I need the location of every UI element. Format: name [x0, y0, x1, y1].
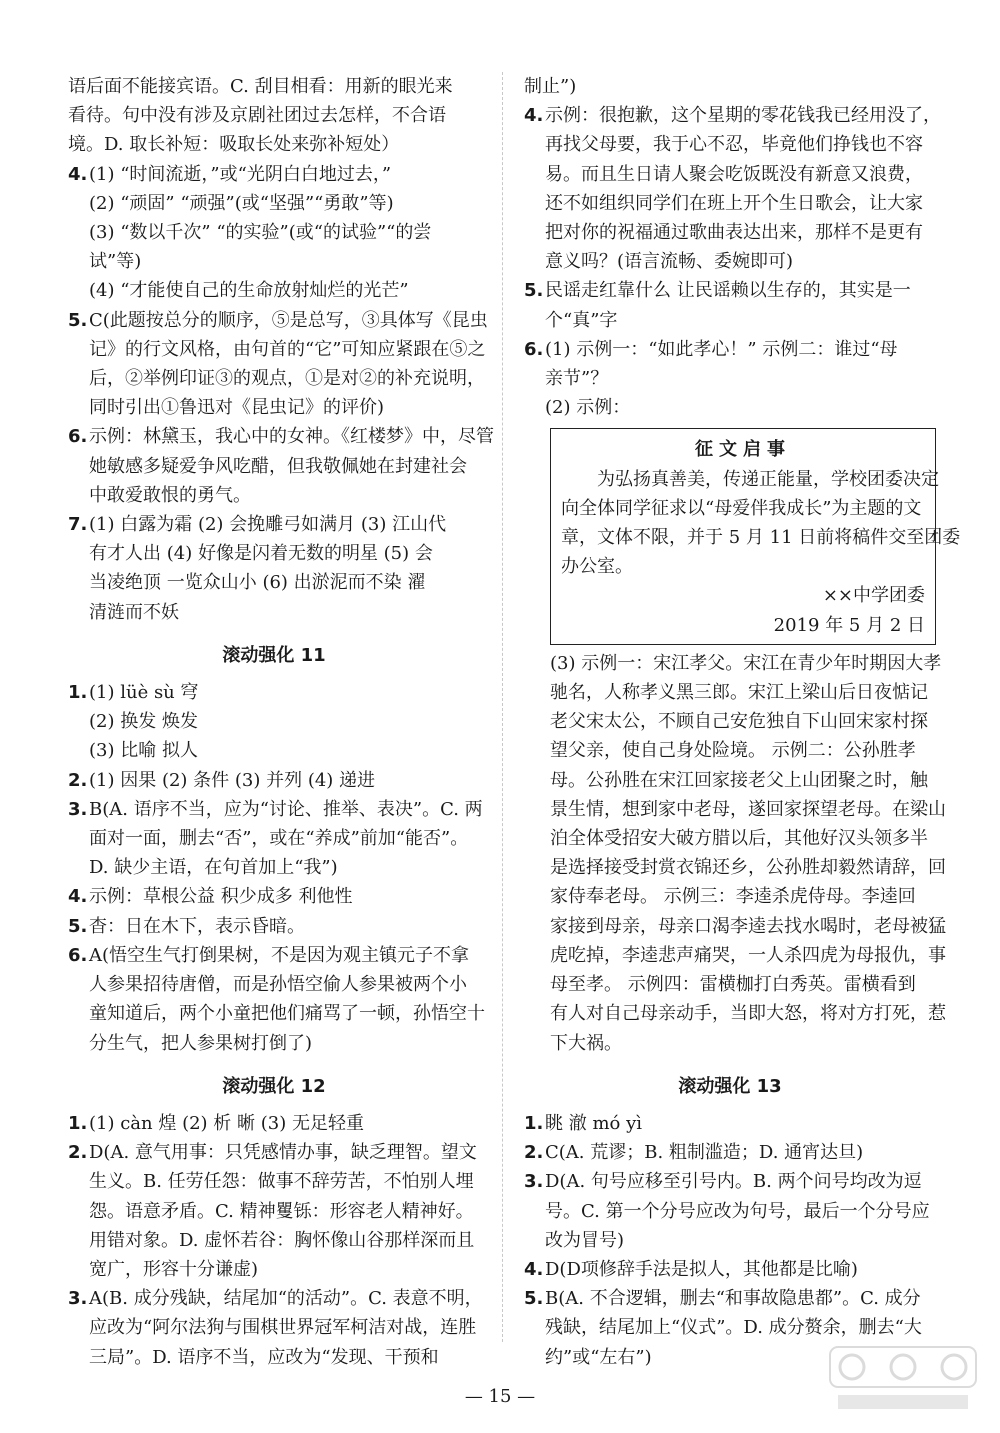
- text-line: (3) “数以千次” “的实验”(或“的试验”“的尝: [89, 222, 432, 244]
- item-number: 2.: [68, 769, 88, 791]
- text-line: 号。C. 第一个分号应改为句号，最后一个分号应: [545, 1200, 930, 1222]
- answer-group: [68, 160, 494, 627]
- text-line: 下大祸。: [550, 1032, 622, 1054]
- text-line: 景生情，想到家中老母，遂回家探望老母。在梁山: [550, 798, 946, 820]
- text-line: (1) 示例一：“如此孝心！” 示例二：谁过“母: [545, 338, 898, 360]
- continuation-block: [524, 72, 936, 101]
- answer-item: [524, 1138, 936, 1167]
- text-line: 家侍奉老母。 示例三：李逵杀虎侍母。李逵回: [550, 886, 916, 908]
- answer-item: [68, 510, 480, 627]
- item-number: 5.: [68, 915, 88, 937]
- text-line: C(此题按总分的顺序，⑤是总写，③具体写《昆虫: [89, 309, 488, 331]
- text-line: 家接到母亲，母亲口渴李逵去找水喝时，老母被猛: [550, 915, 946, 937]
- text-line: 用错对象。D. 虚怀若谷：胸怀像山谷那样深而且: [89, 1229, 475, 1251]
- text-line: D(A. 意气用事：只凭感情办事，缺乏理智。望文: [89, 1142, 477, 1164]
- item-number: 3.: [524, 1171, 544, 1193]
- section-title-11: 滚动强化 11: [222, 644, 326, 666]
- answer-item: [68, 766, 480, 795]
- answer-continuation: [524, 649, 946, 1058]
- right-column: [524, 72, 961, 1372]
- text-line: 民谣走红靠什么 让民谣赖以生存的，其实是一: [545, 280, 911, 302]
- notice-line: 办公室。: [561, 556, 633, 578]
- text-line: 后，②举例印证③的观点，①是对②的补充说明，: [89, 368, 485, 390]
- text-line: 望父亲，使自己身处险境。 示例二：公孙胜孝: [550, 740, 916, 762]
- text-line: 有人对自己母亲动手，当即大怒，将对方打死，惹: [550, 1003, 946, 1025]
- text-line: 人参果招待唐僧，而是孙悟空偷人参果被两个小: [89, 974, 467, 996]
- text-line: 试”等): [89, 251, 142, 273]
- item-number: 4.: [68, 886, 88, 908]
- text-line: 清涟而不妖: [89, 601, 179, 623]
- text-line: 虎吃掉，李逵悲声痛哭，一人杀四虎为母报仇，事: [550, 944, 946, 966]
- text-line: 面对一面，删去“否”，或在“养成”前加“能否”。: [89, 828, 469, 850]
- item-number: 3.: [68, 798, 88, 820]
- text-line: 境。D. 取长补短：吸取长处来弥补短处）: [68, 134, 400, 156]
- text-line: 记》的行文风格，由句首的“它”可知应紧跟在⑤之: [89, 338, 486, 360]
- item-number: 2.: [524, 1142, 544, 1164]
- answer-item: [68, 795, 483, 883]
- watermark-logo: [828, 1345, 978, 1415]
- column-divider: [502, 72, 503, 1342]
- notice-line: 向全体同学征求以“母爱伴我成长”为主题的文: [561, 497, 922, 519]
- item-number: 3.: [68, 1288, 88, 1310]
- text-line: 语后面不能接宾语。C. 刮目相看：用新的眼光来: [68, 76, 453, 97]
- text-line: 约”或“左右”): [545, 1346, 652, 1368]
- item-number: 4.: [524, 105, 544, 127]
- text-line: C(A. 荒谬；B. 粗制滥造；D. 通宵达旦): [545, 1142, 864, 1164]
- text-line: (1) càn 煌 (2) 析 晰 (3) 无足轻重: [89, 1112, 364, 1134]
- text-line: (2) 换发 焕发: [89, 711, 198, 733]
- text-line: 亲节”？: [545, 368, 609, 390]
- text-line: A(悟空生气打倒果树，不是因为观主镇元子不拿: [89, 944, 470, 966]
- text-line: 生义。B. 任劳任怨：做事不辞劳苦，不怕别人埋: [89, 1171, 474, 1193]
- text-line: 杳：日在木下，表示昏暗。: [89, 915, 305, 937]
- item-number: 5.: [68, 309, 88, 331]
- answer-item: [68, 160, 480, 306]
- answer-item: [524, 1109, 936, 1138]
- text-line: 中敢爱敢恨的勇气。: [89, 484, 251, 506]
- notice-signature-org: ××中学团委: [822, 585, 925, 607]
- text-line: (1) 因果 (2) 条件 (3) 并列 (4) 递进: [89, 769, 376, 791]
- answer-item: [524, 335, 936, 423]
- text-line: B(A. 语序不当，应为“讨论、推举、表决”。C. 两: [89, 798, 483, 820]
- text-line: 泊全体受招安大破方腊以后，其他好汉头领多半: [550, 828, 928, 850]
- text-line: 驰名，人称孝义黑三郎。宋江上梁山后日夜惦记: [550, 682, 928, 704]
- notice-line: 章，文体不限，并于 5 月 11 日前将稿件交至团委: [561, 527, 961, 549]
- notice-box: [550, 428, 961, 644]
- text-line: 母至孝。 示例四：雷横枷打白秀英。雷横看到: [550, 974, 916, 996]
- text-line: 怨。语意矛盾。C. 精神矍铄：形容老人精神好。: [89, 1200, 474, 1222]
- item-number: 6.: [524, 338, 544, 360]
- text-line: 三局”。D. 语序不当，应改为“发现、干预和: [89, 1346, 439, 1368]
- text-line: A(B. 成分残缺，结尾加“的活动”。C. 表意不明，: [89, 1288, 483, 1310]
- text-line: 老父宋太公，不顾自己安危独自下山回宋家村探: [550, 711, 928, 733]
- answer-item: [68, 1109, 480, 1138]
- text-line: 意义吗？(语言流畅、委婉即可): [545, 251, 794, 273]
- notice-signature-date: 2019 年 5 月 2 日: [773, 614, 925, 636]
- left-column: [68, 72, 494, 1372]
- text-line: D(A. 句号应移至引号内。B. 两个问号均改为逗: [545, 1171, 922, 1193]
- notice-line: 为弘扬真善美，传递正能量，学校团委决定: [597, 468, 939, 490]
- text-line: (2) 示例：: [545, 397, 631, 419]
- answer-group: [68, 678, 485, 1058]
- answer-group: [524, 1109, 936, 1372]
- text-line: 当凌绝顶 一览众山小 (6) 出淤泥而不染 濯: [89, 572, 426, 594]
- answer-item: [524, 1167, 936, 1255]
- text-line: (3) 比喻 拟人: [89, 740, 198, 762]
- text-line: 示例：很抱歉，这个星期的零花钱我已经用没了，: [545, 105, 941, 127]
- text-line: 示例：林黛玉，我心中的女神。《红楼梦》中，尽管: [89, 426, 494, 448]
- text-line: 示例：草根公益 积少成多 利他性: [89, 886, 353, 908]
- text-line: 母。公孙胜在宋江回家接老父上山团聚之时，触: [550, 769, 928, 791]
- section-title-12: 滚动强化 12: [222, 1075, 326, 1097]
- answer-group: [68, 1109, 483, 1372]
- item-number: 6.: [68, 944, 88, 966]
- notice-body: [561, 465, 961, 582]
- text-line: 眺 澈 mó yì: [545, 1112, 642, 1134]
- text-line: 改为冒号): [545, 1229, 625, 1251]
- text-line: 童知道后，两个小童把他们痛骂了一顿，孙悟空十: [89, 1003, 485, 1025]
- answer-group: [524, 101, 941, 422]
- item-number: 1.: [68, 682, 88, 704]
- item-number: 6.: [68, 426, 88, 448]
- answer-item: [68, 912, 480, 941]
- item-number: 1.: [68, 1112, 88, 1134]
- continuation-block: [68, 72, 480, 160]
- text-line: 应改为“阿尔法狗与围棋世界冠军柯洁对战，连胜: [89, 1317, 477, 1339]
- text-line: 把对你的祝福通过歌曲表达出来，那样不是更有: [545, 222, 923, 244]
- answer-item: [68, 678, 480, 766]
- text-line: 看待。句中没有涉及京剧社团过去怎样，不合语: [68, 105, 446, 127]
- answer-item: [524, 101, 941, 276]
- text-line: D. 缺少主语，在句首加上“我”): [89, 857, 338, 879]
- text-line: D(D项修辞手法是拟人，其他都是比喻): [545, 1258, 858, 1280]
- answer-item: [68, 422, 494, 510]
- item-number: 5.: [524, 1288, 544, 1310]
- text-line: 还不如组织同学们在班上开个生日歌会，让大家: [545, 192, 923, 214]
- answer-item: [524, 1255, 936, 1284]
- item-number: 4.: [524, 1258, 544, 1280]
- text-line: 再找父母要，我于心不忍，毕竟他们挣钱也不容: [545, 134, 923, 156]
- item-number: 1.: [524, 1112, 544, 1134]
- text-line: 有才人出 (4) 好像是闪着无数的明星 (5) 会: [89, 543, 433, 565]
- item-number: 2.: [68, 1142, 88, 1164]
- text-line: 她敏感多疑爱争风吃醋，但我敬佩她在封建社会: [89, 455, 467, 477]
- item-number: 7.: [68, 514, 88, 536]
- text-line: (1) “时间流逝，”或“光阴白白地过去，”: [89, 163, 392, 185]
- answer-item: [68, 1284, 483, 1372]
- text-line: 宽广，形容十分谦虚): [89, 1258, 259, 1280]
- item-number: 5.: [524, 280, 544, 302]
- answer-item: [68, 306, 488, 423]
- section-title-13: 滚动强化 13: [678, 1075, 782, 1097]
- text-line: (4) “才能使自己的生命放射灿烂的光芒”: [89, 280, 409, 302]
- text-line: 是选择接受封赏衣锦还乡，公孙胜却毅然请辞，回: [550, 857, 946, 879]
- text-line: (2) “顽固” “顽强”(或“坚强”“勇敢”等): [89, 192, 394, 214]
- text-line: 易。而且生日请人聚会吃饭既没有新意又浪费，: [545, 163, 923, 185]
- text-line: 分生气，把人参果树打倒了): [89, 1032, 313, 1054]
- text-line: (1) lüè sù 穹: [89, 682, 199, 704]
- text-line: (3) 示例一：宋江孝父。宋江在青少年时期因大孝: [550, 652, 942, 674]
- text-line: (1) 白露为霜 (2) 会挽雕弓如满月 (3) 江山代: [89, 514, 447, 536]
- answer-item: [68, 941, 485, 1058]
- text-line: 残缺，结尾加上“仪式”。D. 成分赘余，删去“大: [545, 1317, 922, 1339]
- text-line: 个“真”字: [545, 309, 618, 331]
- item-number: 4.: [68, 163, 88, 185]
- answer-item: [68, 882, 480, 911]
- notice-title: 征文启事: [695, 439, 791, 461]
- text-line: 同时引出①鲁迅对《昆虫记》的评价): [89, 397, 385, 419]
- page-number: — 15 —: [464, 1386, 536, 1407]
- answer-item: [524, 276, 936, 334]
- text-line: 制止”): [524, 76, 577, 97]
- text-line: B(A. 不合逻辑，删去“和事故隐患都”。C. 成分: [545, 1288, 921, 1310]
- answer-item: [68, 1138, 480, 1284]
